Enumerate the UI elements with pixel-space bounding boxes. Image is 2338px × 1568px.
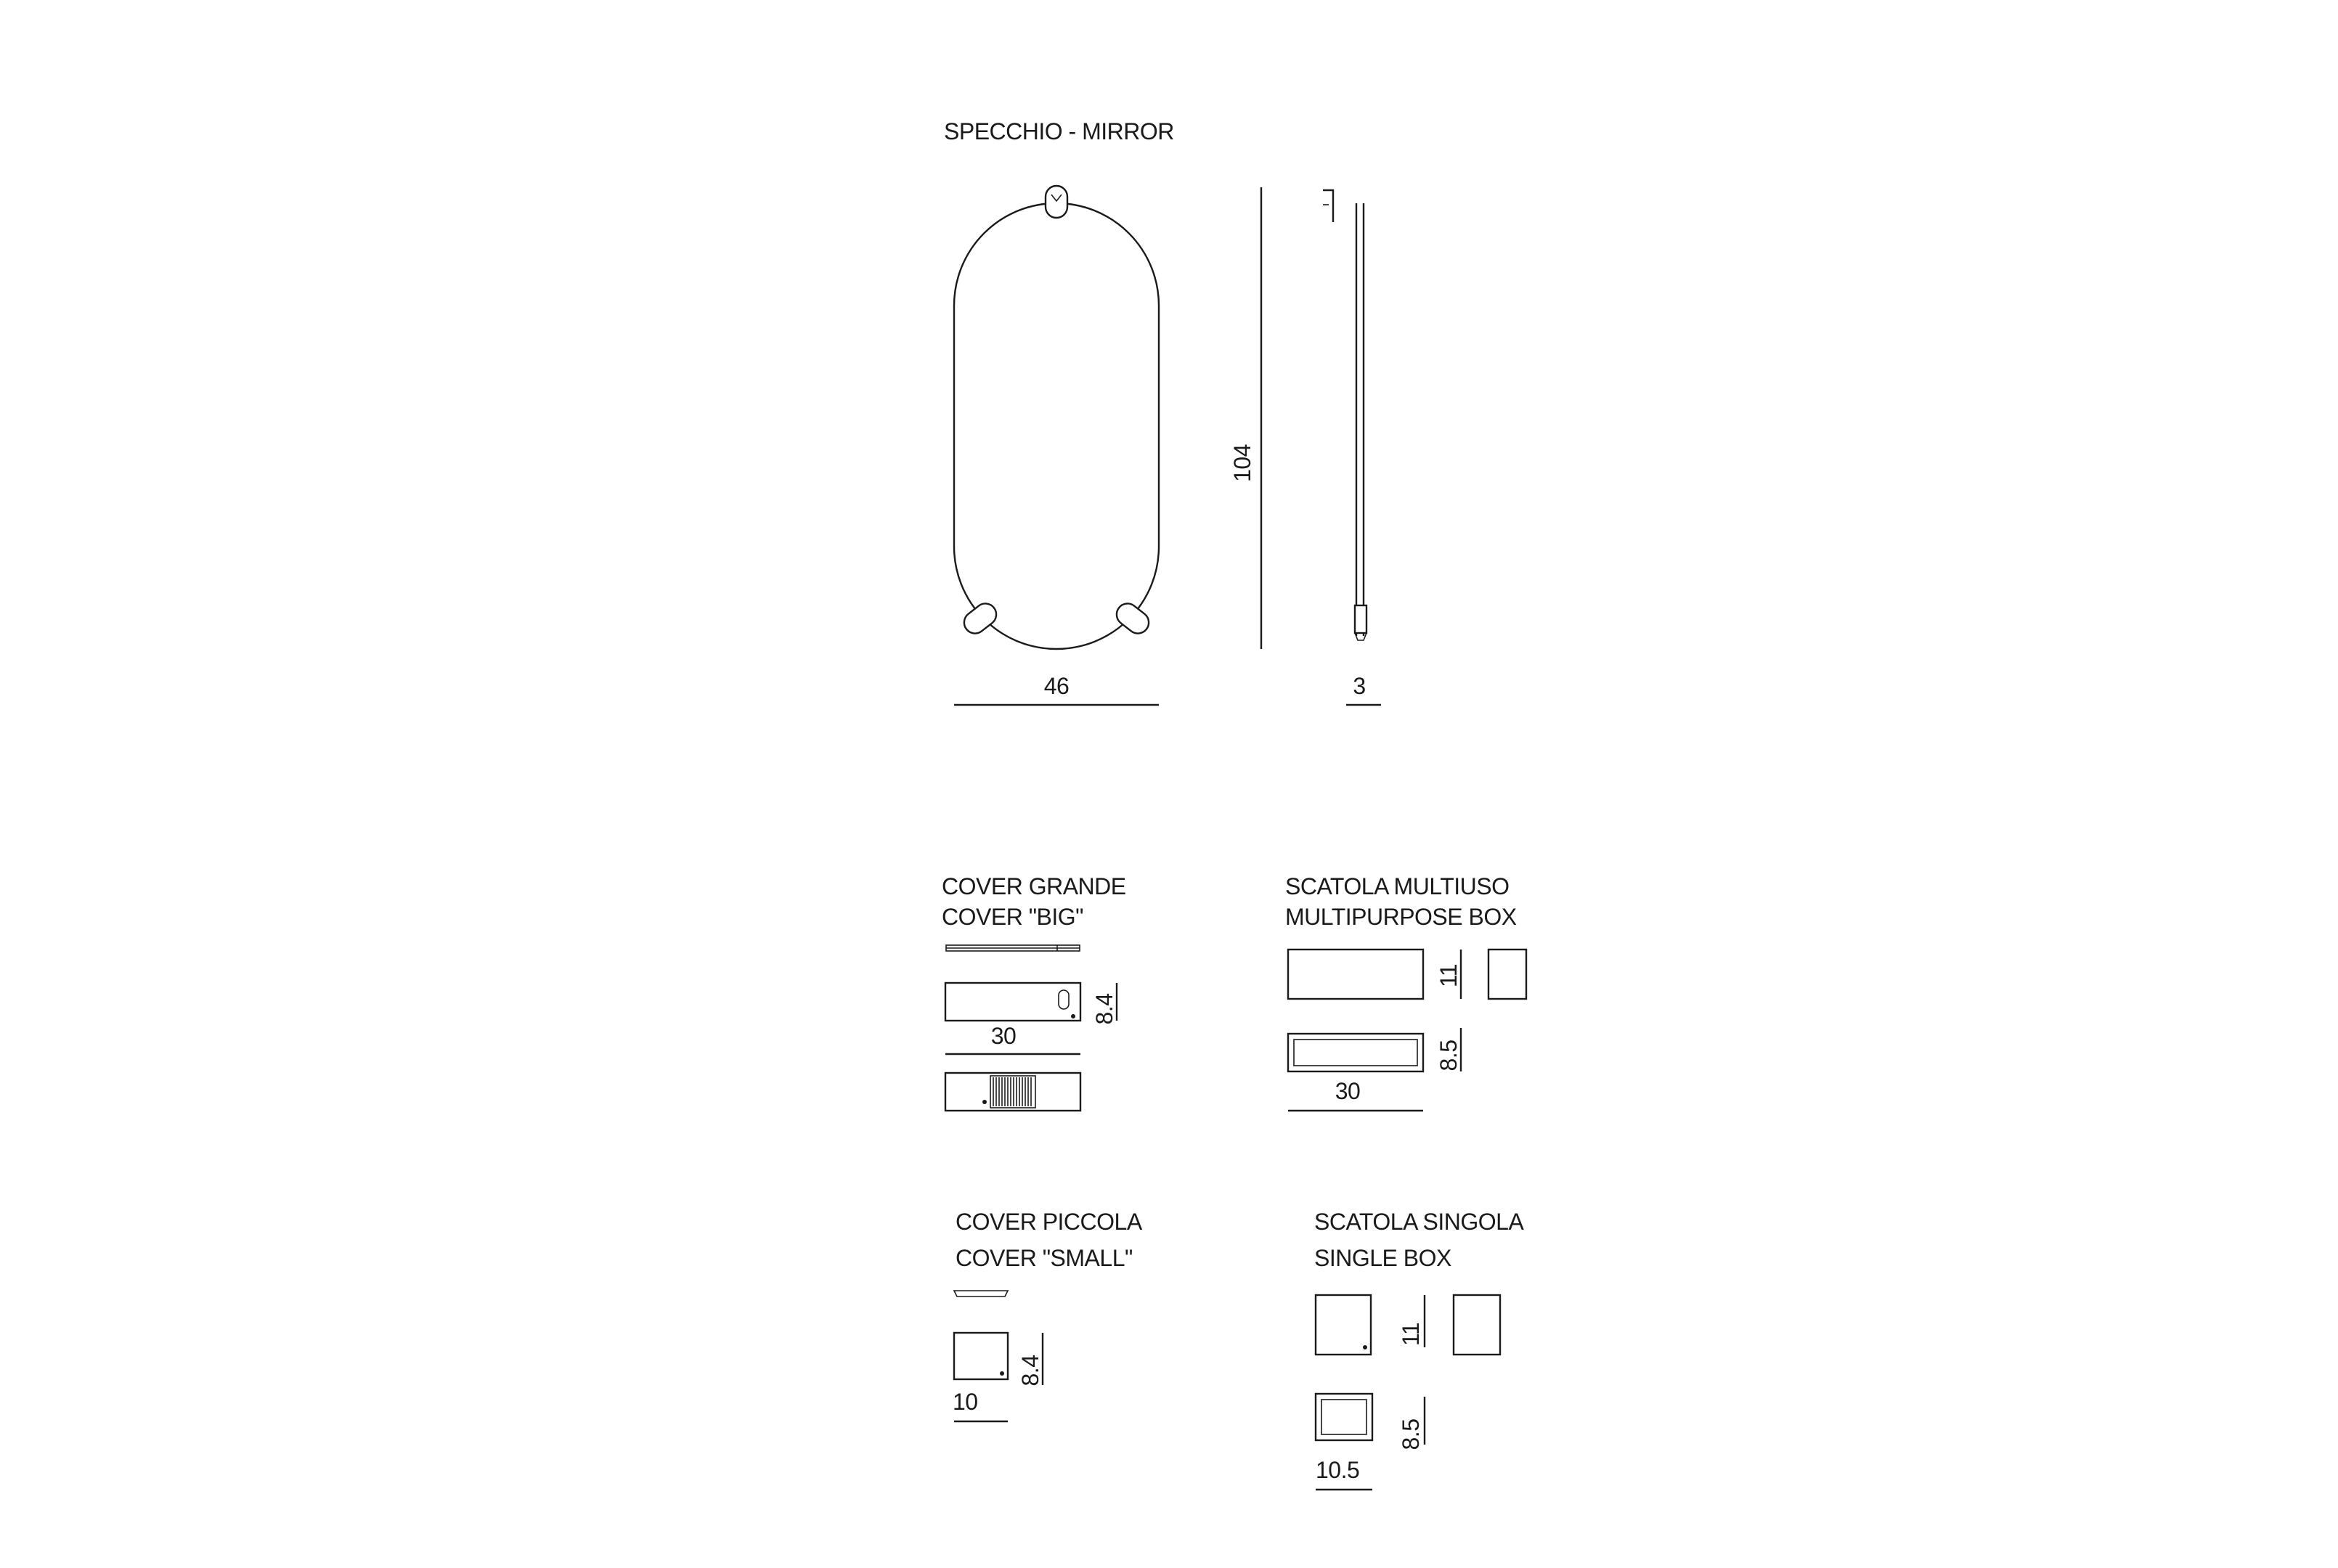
mirror-side-view xyxy=(1323,190,1366,640)
single-box-pin-icon xyxy=(1363,1345,1367,1349)
mirror-title: SPECCHIO - MIRROR xyxy=(944,118,1174,144)
mirror-depth-label: 3 xyxy=(1353,673,1366,699)
mirror-front-outline xyxy=(954,203,1159,649)
single-box-side-view xyxy=(1454,1295,1500,1355)
cover-big-height-label: 8.4 xyxy=(1091,993,1117,1025)
multipurpose-box-title-it: SCATOLA MULTIUSO xyxy=(1285,873,1510,899)
multipurpose-box-title-en: MULTIPURPOSE BOX xyxy=(1285,904,1517,930)
cover-big-pin-icon xyxy=(1071,1014,1075,1018)
cover-big-title-en: COVER "BIG" xyxy=(942,904,1084,930)
mirror-left-peg xyxy=(960,599,1001,637)
cover-big-front-view xyxy=(945,983,1080,1021)
cover-small-title-en: COVER "SMALL" xyxy=(956,1245,1133,1271)
single-box-title-it: SCATOLA SINGOLA xyxy=(1314,1209,1524,1235)
cover-small-width-label: 10 xyxy=(953,1389,978,1415)
cover-small-title-it: COVER PICCOLA xyxy=(956,1209,1142,1235)
cover-small-height-label: 8.4 xyxy=(1017,1355,1043,1387)
multipurpose-box-height-label: 11 xyxy=(1435,963,1462,988)
cover-small-top-view xyxy=(954,1291,1008,1297)
mirror-width-label: 46 xyxy=(1043,673,1070,699)
mirror-height-label: 104 xyxy=(1229,444,1255,482)
mirror-right-peg xyxy=(1112,599,1153,637)
single-box-front-view xyxy=(1316,1295,1371,1355)
cover-big-section xyxy=(942,873,1126,1111)
multipurpose-box-side-view xyxy=(1488,950,1526,999)
cover-big-title-it: COVER GRANDE xyxy=(942,873,1126,899)
multipurpose-box-front-view xyxy=(1288,950,1423,999)
multipurpose-box-width-label: 30 xyxy=(1335,1078,1361,1104)
single-box-top-view xyxy=(1316,1394,1372,1440)
cover-small-front-view xyxy=(954,1333,1008,1379)
single-box-height-label: 11 xyxy=(1398,1322,1424,1347)
single-box-section xyxy=(1314,1209,1524,1490)
single-box-depth-label: 8.5 xyxy=(1398,1418,1424,1450)
multipurpose-box-section xyxy=(1285,873,1526,1111)
multipurpose-box-top-view xyxy=(1288,1034,1423,1071)
cover-big-width-label: 30 xyxy=(990,1023,1017,1049)
cover-small-section xyxy=(953,1209,1143,1421)
multipurpose-box-depth-label: 8.5 xyxy=(1435,1040,1462,1071)
single-box-width-label: 10.5 xyxy=(1316,1457,1360,1483)
mirror-section xyxy=(944,118,1381,705)
single-box-title-en: SINGLE BOX xyxy=(1314,1245,1451,1271)
cover-big-bottom-view xyxy=(945,1073,1080,1111)
cover-big-slot-icon xyxy=(1059,990,1069,1009)
cover-small-pin-icon xyxy=(1000,1371,1004,1376)
cover-big-top-view xyxy=(946,945,1080,951)
